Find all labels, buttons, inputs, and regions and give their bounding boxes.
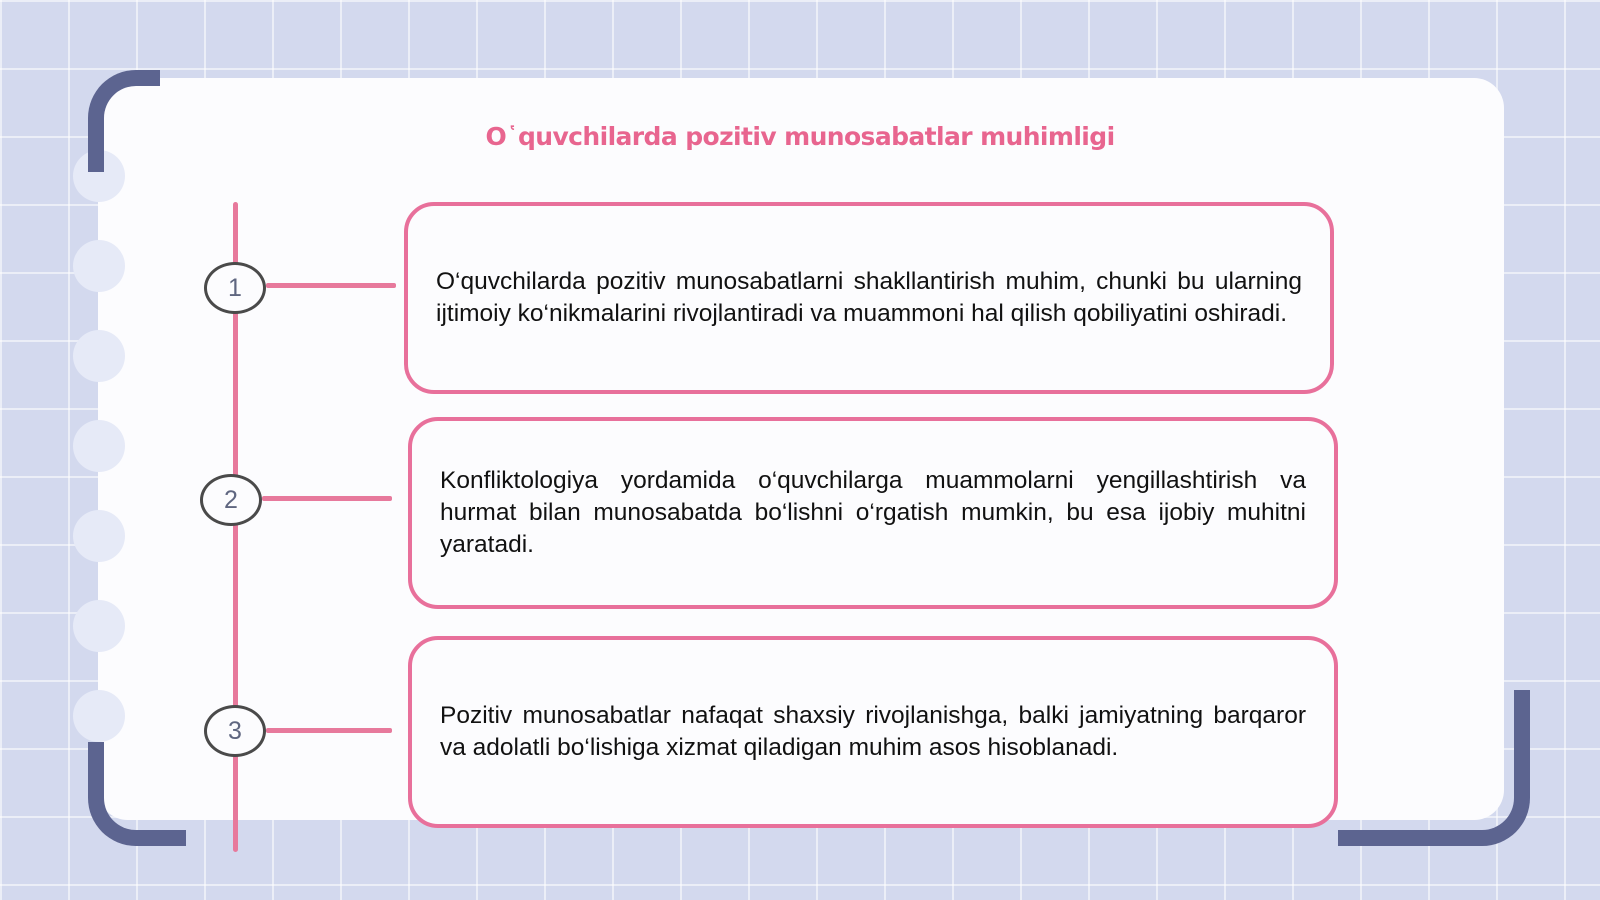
binder-notch: [73, 330, 125, 382]
step-1-number: 1: [228, 273, 242, 302]
step-1-connector: [266, 283, 396, 288]
step-3-connector: [266, 728, 392, 733]
step-3-text: Pozitiv munosabatlar nafaqat shaxsiy rivojlanishga, balki jamiyatning barqaror va adolatli bo‘lishiga xizmat qiladigan muhim asos hisoblanadi.: [440, 702, 1306, 761]
frame-corner-bottom-left: [88, 742, 186, 846]
frame-corner-bottom-right: [1338, 690, 1530, 846]
step-2-text: Konfliktologiya yordamida o‘quvchilarga muammolarni yengillashtirish va hurmat bilan munosabatda bo‘lishni o‘rgatish mumkin, bu esa ijobiy muhitni yaratadi.: [440, 467, 1306, 558]
step-3-number: 3: [228, 716, 242, 745]
binder-notch: [73, 600, 125, 652]
step-2-box: [408, 417, 1338, 609]
binder-notch: [73, 420, 125, 472]
slide-title: O῾quvchilarda pozitiv munosabatlar muhimligi: [485, 122, 1115, 151]
step-3-box: [408, 636, 1338, 828]
step-2-number: 2: [224, 485, 238, 514]
binder-notch: [73, 510, 125, 562]
step-1-text: O‘quvchilarda pozitiv munosabatlarni shakllantirish muhim, chunki bu ularning ijtimoiy ko‘nikmalarini rivojlantiradi va muammoni hal qilish qobiliyatini oshiradi.: [436, 268, 1302, 327]
binder-notch: [73, 240, 125, 292]
step-2-connector: [262, 496, 392, 501]
step-1-box: [404, 202, 1334, 394]
binder-notch: [73, 690, 125, 742]
frame-corner-top-left: [88, 70, 160, 172]
step-2-marker: [200, 474, 262, 526]
step-1-marker: [204, 262, 266, 314]
step-3-marker: [204, 705, 266, 757]
